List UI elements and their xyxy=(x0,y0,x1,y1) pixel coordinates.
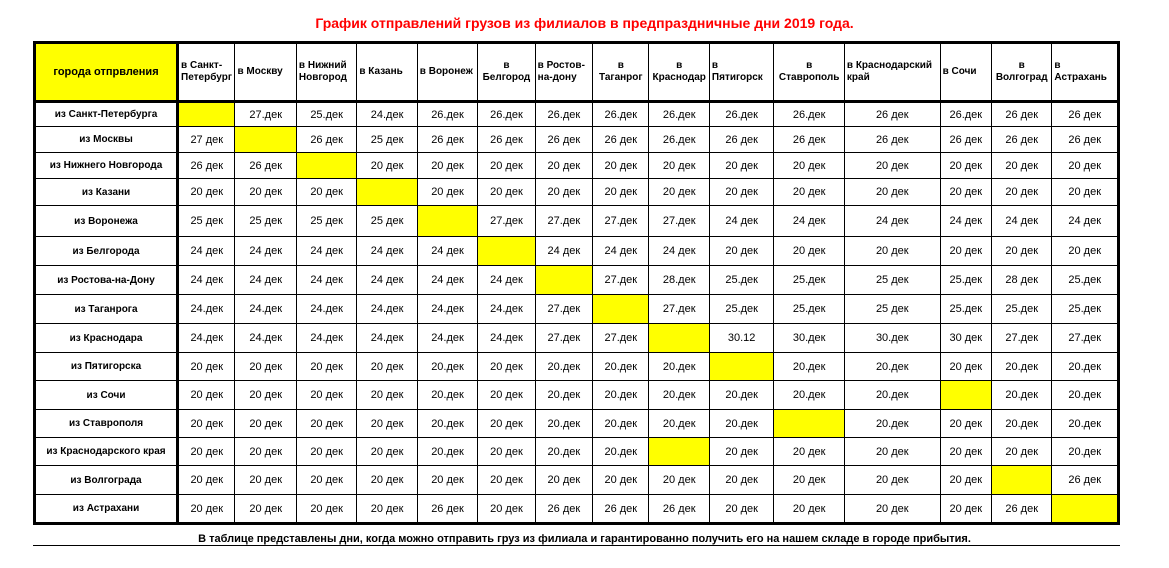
departure-date-cell: 30 дек xyxy=(940,324,991,353)
origin-city-cell: из Пятигорска xyxy=(35,353,178,381)
same-city-highlight-cell xyxy=(593,295,649,324)
same-city-highlight-cell xyxy=(774,410,845,438)
departure-date-cell: 20 дек xyxy=(709,438,773,466)
header-row xyxy=(35,43,1119,102)
departure-date-cell: 27.дек xyxy=(649,295,709,324)
departure-date-cell: 26 дек xyxy=(178,153,235,179)
table-row xyxy=(35,206,1119,237)
departure-date-cell: 24 дек xyxy=(844,206,940,237)
departure-date-cell: 26 дек xyxy=(709,127,773,153)
departure-date-cell: 25.дек xyxy=(774,295,845,324)
departure-date-cell: 20 дек xyxy=(357,353,417,381)
departure-date-cell: 24.дек xyxy=(417,324,477,353)
departure-date-cell: 20.дек xyxy=(709,381,773,410)
destination-column-header: в Нижний Новгород xyxy=(296,43,356,102)
destination-column-header: в Ставрополь xyxy=(774,43,845,102)
departure-date-cell: 24 дек xyxy=(593,237,649,266)
departure-date-cell: 20 дек xyxy=(235,495,296,524)
destination-column-header: в Сочи xyxy=(940,43,991,102)
departure-date-cell: 27.дек xyxy=(478,206,535,237)
origin-city-cell: из Астрахани xyxy=(35,495,178,524)
departure-date-cell: 24 дек xyxy=(417,266,477,295)
departure-date-cell: 27.дек xyxy=(535,324,592,353)
departure-date-cell: 27.дек xyxy=(535,295,592,324)
departure-date-cell: 26.дек xyxy=(649,102,709,127)
departure-date-cell: 20 дек xyxy=(478,466,535,495)
table-row xyxy=(35,353,1119,381)
departure-date-cell: 24 дек xyxy=(940,206,991,237)
departure-date-cell: 20 дек xyxy=(991,153,1051,179)
departure-date-cell: 20 дек xyxy=(940,438,991,466)
departure-date-cell: 20 дек xyxy=(844,237,940,266)
departure-date-cell: 27.дек xyxy=(235,102,296,127)
departure-date-cell: 20 дек xyxy=(940,237,991,266)
departure-date-cell: 25.дек xyxy=(991,295,1051,324)
same-city-highlight-cell xyxy=(478,237,535,266)
departure-date-cell: 30.дек xyxy=(774,324,845,353)
departure-date-cell: 20 дек xyxy=(296,495,356,524)
table-row xyxy=(35,127,1119,153)
destination-column-header: в Таганрог xyxy=(593,43,649,102)
departure-date-cell: 26 дек xyxy=(844,127,940,153)
departure-date-cell: 20 дек xyxy=(178,466,235,495)
departure-date-cell: 20.дек xyxy=(774,353,845,381)
departure-date-cell: 20.дек xyxy=(649,410,709,438)
schedule-table xyxy=(33,41,1120,525)
departure-date-cell: 20 дек xyxy=(178,381,235,410)
departure-date-cell: 24 дек xyxy=(774,206,845,237)
same-city-highlight-cell xyxy=(178,102,235,127)
table-row xyxy=(35,153,1119,179)
departure-date-cell: 20.дек xyxy=(1052,353,1119,381)
departure-date-cell: 26 дек xyxy=(940,127,991,153)
departure-date-cell: 26 дек xyxy=(774,127,845,153)
departure-date-cell: 26 дек xyxy=(1052,466,1119,495)
departure-date-cell: 20 дек xyxy=(593,153,649,179)
departure-date-cell: 24.дек xyxy=(235,295,296,324)
departure-date-cell: 20.дек xyxy=(649,381,709,410)
destination-column-header: в Казань xyxy=(357,43,417,102)
departure-date-cell: 20 дек xyxy=(296,381,356,410)
departure-date-cell: 20.дек xyxy=(535,381,592,410)
departure-date-cell: 26 дек xyxy=(535,127,592,153)
departure-date-cell: 26 дек xyxy=(991,102,1051,127)
departure-date-cell: 26 дек xyxy=(593,127,649,153)
departure-date-cell: 24 дек xyxy=(709,206,773,237)
departure-date-cell: 20.дек xyxy=(649,353,709,381)
departure-date-cell: 27.дек xyxy=(535,206,592,237)
departure-date-cell: 20 дек xyxy=(296,179,356,206)
departure-date-cell: 24.дек xyxy=(357,324,417,353)
origin-city-cell: из Таганрога xyxy=(35,295,178,324)
departure-date-cell: 24 дек xyxy=(178,237,235,266)
departure-date-cell: 20 дек xyxy=(1052,237,1119,266)
departure-date-cell: 20 дек xyxy=(709,153,773,179)
table-row xyxy=(35,438,1119,466)
departure-date-cell: 20 дек xyxy=(649,153,709,179)
table-row xyxy=(35,295,1119,324)
departure-date-cell: 20 дек xyxy=(357,410,417,438)
table-row xyxy=(35,179,1119,206)
departure-date-cell: 20 дек xyxy=(235,466,296,495)
departure-date-cell: 20.дек xyxy=(1052,438,1119,466)
departure-date-cell: 20 дек xyxy=(417,153,477,179)
departure-date-cell: 20 дек xyxy=(478,153,535,179)
departure-date-cell: 20 дек xyxy=(940,353,991,381)
table-row xyxy=(35,495,1119,524)
departure-date-cell: 25.дек xyxy=(296,102,356,127)
departure-date-cell: 24.дек xyxy=(235,324,296,353)
departure-date-cell: 20 дек xyxy=(357,495,417,524)
origin-city-cell: из Ростова-на-Дону xyxy=(35,266,178,295)
same-city-highlight-cell xyxy=(357,179,417,206)
origin-city-cell: из Краснодарского края xyxy=(35,438,178,466)
departure-date-cell: 20.дек xyxy=(844,381,940,410)
table-row xyxy=(35,237,1119,266)
departure-date-cell: 20.дек xyxy=(417,381,477,410)
departure-date-cell: 26 дек xyxy=(991,127,1051,153)
departure-date-cell: 20.дек xyxy=(593,438,649,466)
departure-date-cell: 20 дек xyxy=(235,179,296,206)
departure-date-cell: 24.дек xyxy=(357,295,417,324)
departure-date-cell: 20.дек xyxy=(844,410,940,438)
destination-column-header: в Волгоград xyxy=(991,43,1051,102)
departure-date-cell: 24 дек xyxy=(478,266,535,295)
departure-date-cell: 20.дек xyxy=(991,381,1051,410)
origin-city-cell: из Белгорода xyxy=(35,237,178,266)
departure-date-cell: 25.дек xyxy=(1052,295,1119,324)
departure-date-cell: 24.дек xyxy=(296,295,356,324)
departure-date-cell: 20 дек xyxy=(774,495,845,524)
same-city-highlight-cell xyxy=(1052,495,1119,524)
departure-date-cell: 20 дек xyxy=(593,466,649,495)
destination-column-header: в Краснодар xyxy=(649,43,709,102)
origin-city-cell: из Сочи xyxy=(35,381,178,410)
departure-date-cell: 20 дек xyxy=(940,153,991,179)
departure-date-cell: 27.дек xyxy=(1052,324,1119,353)
departure-date-cell: 25 дек xyxy=(844,295,940,324)
departure-date-cell: 25 дек xyxy=(178,206,235,237)
departure-date-cell: 20 дек xyxy=(235,410,296,438)
footer-divider xyxy=(33,545,1120,546)
destination-column-header: в Пятигорск xyxy=(709,43,773,102)
departure-date-cell: 20.дек xyxy=(1052,381,1119,410)
departure-date-cell: 27.дек xyxy=(593,206,649,237)
departure-date-cell: 27.дек xyxy=(991,324,1051,353)
departure-date-cell: 24 дек xyxy=(417,237,477,266)
table-row xyxy=(35,466,1119,495)
departure-date-cell: 20 дек xyxy=(991,237,1051,266)
departure-date-cell: 20 дек xyxy=(357,466,417,495)
origin-city-cell: из Краснодара xyxy=(35,324,178,353)
same-city-highlight-cell xyxy=(235,127,296,153)
departure-date-cell: 26 дек xyxy=(649,495,709,524)
departure-date-cell: 20 дек xyxy=(844,495,940,524)
departure-date-cell: 24 дек xyxy=(649,237,709,266)
departure-date-cell: 20 дек xyxy=(1052,153,1119,179)
departure-date-cell: 26.дек xyxy=(478,102,535,127)
departure-date-cell: 20 дек xyxy=(649,466,709,495)
departure-date-cell: 20 дек xyxy=(991,438,1051,466)
departure-date-cell: 25.дек xyxy=(774,266,845,295)
departure-date-cell: 20 дек xyxy=(478,410,535,438)
departure-date-cell: 26 дек xyxy=(296,127,356,153)
origin-city-cell: из Санкт-Петербурга xyxy=(35,102,178,127)
departure-date-cell: 20.дек xyxy=(535,438,592,466)
departure-date-cell: 20 дек xyxy=(844,153,940,179)
page-title: График отправлений грузов из филиалов в предпраздничные дни 2019 года. xyxy=(315,15,854,31)
departure-date-cell: 30.12 xyxy=(709,324,773,353)
departure-date-cell: 24 дек xyxy=(235,266,296,295)
departure-date-cell: 20 дек xyxy=(940,495,991,524)
departure-date-cell: 20 дек xyxy=(178,495,235,524)
departure-date-cell: 26.дек xyxy=(940,102,991,127)
departure-date-cell: 26 дек xyxy=(844,102,940,127)
departure-date-cell: 20.дек xyxy=(844,353,940,381)
departure-date-cell: 20 дек xyxy=(709,495,773,524)
departure-date-cell: 24 дек xyxy=(178,266,235,295)
destination-column-header: в Краснодарский край xyxy=(844,43,940,102)
departure-date-cell: 20 дек xyxy=(940,179,991,206)
departure-date-cell: 20 дек xyxy=(535,179,592,206)
table-row xyxy=(35,324,1119,353)
departure-date-cell: 20 дек xyxy=(774,237,845,266)
departure-date-cell: 20 дек xyxy=(709,179,773,206)
departure-date-cell: 20 дек xyxy=(649,179,709,206)
departure-date-cell: 25 дек xyxy=(357,127,417,153)
departure-date-cell: 26.дек xyxy=(535,102,592,127)
origin-city-cell: из Нижнего Новгорода xyxy=(35,153,178,179)
origin-city-cell: из Волгограда xyxy=(35,466,178,495)
destination-column-header: в Москву xyxy=(235,43,296,102)
departure-date-cell: 20 дек xyxy=(178,410,235,438)
departure-date-cell: 20.дек xyxy=(593,353,649,381)
departure-date-cell: 26 дек xyxy=(478,127,535,153)
departure-date-cell: 20 дек xyxy=(535,466,592,495)
departure-date-cell: 20 дек xyxy=(478,353,535,381)
departure-date-cell: 24 дек xyxy=(1052,206,1119,237)
departure-date-cell: 27 дек xyxy=(178,127,235,153)
departure-date-cell: 20 дек xyxy=(296,438,356,466)
destination-column-header: в Астрахань xyxy=(1052,43,1119,102)
departure-date-cell: 20 дек xyxy=(940,466,991,495)
departure-date-cell: 24.дек xyxy=(478,324,535,353)
departure-date-cell: 26 дек xyxy=(235,153,296,179)
departure-date-cell: 27.дек xyxy=(593,266,649,295)
departure-date-cell: 20 дек xyxy=(235,381,296,410)
departure-date-cell: 25 дек xyxy=(357,206,417,237)
departure-date-cell: 24.дек xyxy=(357,102,417,127)
same-city-highlight-cell xyxy=(709,353,773,381)
departure-date-cell: 26.дек xyxy=(593,102,649,127)
departure-date-cell: 20 дек xyxy=(417,466,477,495)
departure-date-cell: 20 дек xyxy=(774,153,845,179)
departure-date-cell: 26.дек xyxy=(709,102,773,127)
same-city-highlight-cell xyxy=(649,438,709,466)
departure-date-cell: 20.дек xyxy=(774,381,845,410)
origin-city-cell: из Москвы xyxy=(35,127,178,153)
departure-date-cell: 20.дек xyxy=(417,438,477,466)
departure-date-cell: 25 дек xyxy=(844,266,940,295)
departure-date-cell: 20 дек xyxy=(178,353,235,381)
departure-date-cell: 28.дек xyxy=(649,266,709,295)
departure-date-cell: 20.дек xyxy=(1052,410,1119,438)
departure-date-cell: 25 дек xyxy=(235,206,296,237)
departure-date-cell: 20.дек xyxy=(593,381,649,410)
departure-date-cell: 25.дек xyxy=(940,295,991,324)
departure-date-cell: 26.дек xyxy=(417,102,477,127)
departure-date-cell: 20 дек xyxy=(991,179,1051,206)
departure-date-cell: 24.дек xyxy=(478,295,535,324)
departure-date-cell: 26 дек xyxy=(593,495,649,524)
departure-date-cell: 20 дек xyxy=(478,438,535,466)
departure-date-cell: 24.дек xyxy=(178,324,235,353)
table-row xyxy=(35,266,1119,295)
departure-date-cell: 20 дек xyxy=(844,179,940,206)
departure-date-cell: 20.дек xyxy=(417,410,477,438)
departure-date-cell: 20.дек xyxy=(535,410,592,438)
departure-date-cell: 26 дек xyxy=(417,127,477,153)
departure-date-cell: 20 дек xyxy=(296,466,356,495)
footnote: В таблице представлены дни, когда можно отправить груз из филиала и гарантированно получить его на нашем складе в городе прибытия. xyxy=(198,533,971,545)
departure-date-cell: 27.дек xyxy=(593,324,649,353)
departure-date-cell: 24 дек xyxy=(235,237,296,266)
table-row xyxy=(35,102,1119,127)
departure-date-cell: 24 дек xyxy=(535,237,592,266)
departure-date-cell: 20 дек xyxy=(478,381,535,410)
departure-date-cell: 20 дек xyxy=(357,438,417,466)
departure-date-cell: 24.дек xyxy=(417,295,477,324)
departure-date-cell: 20.дек xyxy=(709,410,773,438)
departure-date-cell: 20 дек xyxy=(709,237,773,266)
departure-date-cell: 26 дек xyxy=(1052,102,1119,127)
departure-date-cell: 24.дек xyxy=(296,324,356,353)
origin-column-header: города отпрвления xyxy=(35,43,178,102)
departure-date-cell: 20 дек xyxy=(178,179,235,206)
origin-city-cell: из Ставрополя xyxy=(35,410,178,438)
departure-date-cell: 25.дек xyxy=(709,266,773,295)
departure-date-cell: 20 дек xyxy=(844,466,940,495)
same-city-highlight-cell xyxy=(296,153,356,179)
departure-date-cell: 20 дек xyxy=(235,438,296,466)
departure-date-cell: 20 дек xyxy=(593,179,649,206)
destination-column-header: в Воронеж xyxy=(417,43,477,102)
departure-date-cell: 30.дек xyxy=(844,324,940,353)
departure-date-cell: 24 дек xyxy=(296,237,356,266)
departure-date-cell: 20 дек xyxy=(940,410,991,438)
departure-date-cell: 20.дек xyxy=(535,353,592,381)
departure-date-cell: 20 дек xyxy=(357,381,417,410)
departure-date-cell: 24 дек xyxy=(296,266,356,295)
same-city-highlight-cell xyxy=(417,206,477,237)
departure-date-cell: 24 дек xyxy=(357,266,417,295)
departure-date-cell: 28 дек xyxy=(991,266,1051,295)
departure-date-cell: 26 дек xyxy=(417,495,477,524)
table-row xyxy=(35,381,1119,410)
destination-column-header: в Санкт-Петербург xyxy=(178,43,235,102)
departure-date-cell: 20 дек xyxy=(478,179,535,206)
departure-date-cell: 20 дек xyxy=(774,179,845,206)
destination-column-header: в Ростов-на-дону xyxy=(535,43,592,102)
departure-date-cell: 25.дек xyxy=(1052,266,1119,295)
departure-date-cell: 20.дек xyxy=(417,353,477,381)
departure-date-cell: 25.дек xyxy=(940,266,991,295)
departure-date-cell: 20 дек xyxy=(535,153,592,179)
departure-date-cell: 20.дек xyxy=(593,410,649,438)
destination-column-header: в Белгород xyxy=(478,43,535,102)
departure-date-cell: 24.дек xyxy=(178,295,235,324)
departure-date-cell: 20 дек xyxy=(1052,179,1119,206)
table-row xyxy=(35,410,1119,438)
departure-date-cell: 26.дек xyxy=(649,127,709,153)
departure-date-cell: 20 дек xyxy=(417,179,477,206)
departure-date-cell: 24 дек xyxy=(357,237,417,266)
departure-date-cell: 25.дек xyxy=(709,295,773,324)
same-city-highlight-cell xyxy=(535,266,592,295)
departure-date-cell: 20 дек xyxy=(478,495,535,524)
departure-date-cell: 20 дек xyxy=(844,438,940,466)
departure-date-cell: 26 дек xyxy=(1052,127,1119,153)
departure-date-cell: 20 дек xyxy=(296,353,356,381)
departure-date-cell: 20 дек xyxy=(296,410,356,438)
departure-date-cell: 20 дек xyxy=(774,438,845,466)
departure-date-cell: 20 дек xyxy=(357,153,417,179)
same-city-highlight-cell xyxy=(940,381,991,410)
departure-date-cell: 24 дек xyxy=(991,206,1051,237)
departure-date-cell: 20 дек xyxy=(178,438,235,466)
departure-date-cell: 20.дек xyxy=(991,353,1051,381)
departure-date-cell: 27.дек xyxy=(649,206,709,237)
origin-city-cell: из Казани xyxy=(35,179,178,206)
departure-date-cell: 25 дек xyxy=(296,206,356,237)
departure-date-cell: 26.дек xyxy=(774,102,845,127)
departure-date-cell: 20 дек xyxy=(235,353,296,381)
departure-date-cell: 26 дек xyxy=(991,495,1051,524)
departure-date-cell: 20.дек xyxy=(991,410,1051,438)
same-city-highlight-cell xyxy=(649,324,709,353)
origin-city-cell: из Воронежа xyxy=(35,206,178,237)
departure-date-cell: 26 дек xyxy=(535,495,592,524)
departure-date-cell: 20 дек xyxy=(774,466,845,495)
same-city-highlight-cell xyxy=(991,466,1051,495)
departure-date-cell: 20 дек xyxy=(709,466,773,495)
